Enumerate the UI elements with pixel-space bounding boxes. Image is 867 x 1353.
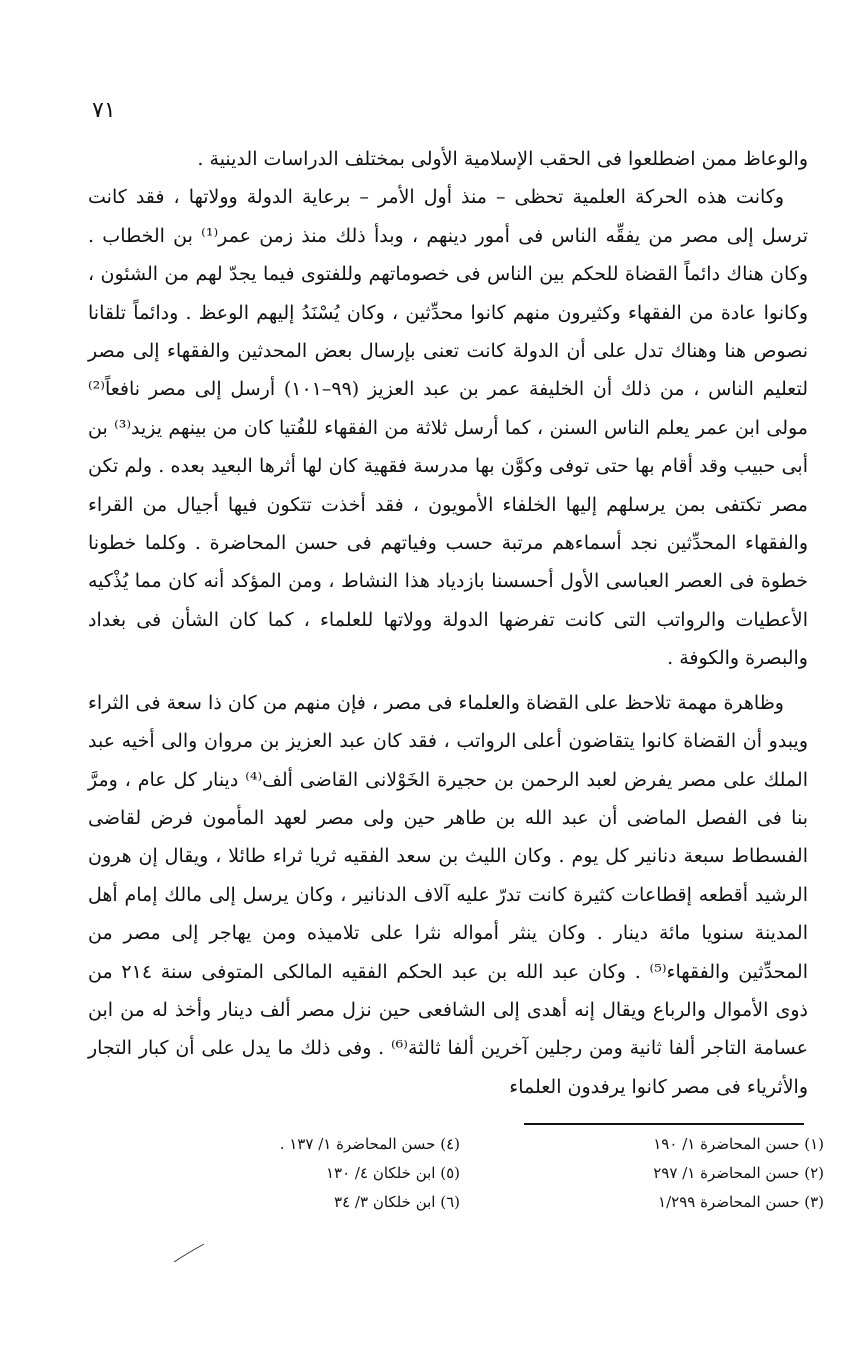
pencil-mark [172, 1240, 206, 1264]
footnotes [230, 1130, 824, 1217]
footnote-item: (٢) حسن المحاضرة ١/ ٢٩٧ [653, 1164, 824, 1182]
paragraph-scholarly-movement: وكانت هذه الحركة العلمية تحظى – منذ أول الأمر – برعاية الدولة وولاتها ، فقد كانت ترسل إلى مصر من يفقِّه الناس فى أمور دينهم ، وبدأ ذلك منذ زمن عمر⁽¹⁾ بن الخطاب . وكان هناك دائماً القضاة للحكم بين الناس فى خصوماتهم وللفتوى فيما يجدّ لهم من الشئون ، وكانوا عادة من الفقهاء وكثيرون منهم كانوا محدِّثين ، وكان يُسْنَدُ إليهم الوعظ . ودائماً تلقانا نصوص هنا وهناك تدل على أن الدولة كانت تعنى بإرسال بعض المحدثين والفقهاء إلى مصر لتعليم الناس ، من ذلك أن الخليفة عمر بن عبد العزيز (٩٩–١٠١) أرسل إلى مصر نافعاً⁽²⁾ مولى ابن عمر يعلم الناس السنن ، كما أرسل ثلاثة من الفقهاء للفُتيا كان من بينهم يزيد⁽³⁾ بن أبى حبيب وقد أقام بها حتى توفى وكوَّن بها مدرسة فقهية كان لها أثرها البعيد بعده . ولم تكن مصر تكتفى بمن يرسلهم إليها الخلفاء الأمويون ، فقد أخذت تتكون فيها أجيال من القراء والفقهاء المحدِّثين نجد أسماءهم مرتبة حسب وفياتهم فى حسن المحاضرة . وكلما خطونا خطوة فى العصر العباسى الأول أحسسنا بازدياد هذا النشاط ، ومن المؤكد أنه كان مما يُذْكيه الأعطيات والرواتب التى كانت تفرضها الدولة وولاتها للعلماء ، كما كان الشأن فى بغداد والبصرة والكوفة . [88, 186, 808, 670]
body-text [88, 140, 808, 1106]
footnote-item: (٤) حسن المحاضرة ١/ ١٣٧ . [279, 1135, 460, 1153]
footnote-item: (٣) حسن المحاضرة ١/٢٩٩ [658, 1193, 824, 1211]
footnote-item: (١) حسن المحاضرة ١/ ١٩٠ [653, 1135, 824, 1153]
footnote-item: (٥) ابن خلكان ٤/ ١٣٠ [325, 1164, 460, 1182]
footnotes-left-column [230, 1130, 460, 1217]
paragraph-wealth-of-scholars: وظاهرة مهمة تلاحظ على القضاة والعلماء فى مصر ، فإن منهم من كان ذا سعة فى الثراء ويبدو أن القضاة كانوا يتقاضون أعلى الرواتب ، فقد كان عبد العزيز بن مروان والى أخيه عبد الملك على مصر يفرض لعبد الرحمن بن حجيرة الخَوْلانى القاضى ألف⁽⁴⁾ دينار كل عام ، ومرَّ بنا فى الفصل الماضى أن عبد الله بن طاهر حين ولى مصر لعهد المأمون فرض لقاضى الفسطاط سبعة دنانير كل يوم . وكان الليث بن سعد الفقيه ثريا ثراء طائلا ، ويقال إن هرون الرشيد أقطعه إقطاعات كثيرة كانت تدرّ عليه آلاف الدنانير ، وكان يرسل إلى مالك إمام أهل المدينة سنويا مائة دينار . وكان ينثر أمواله نثرا على تلاميذه ومن يهاجر إلى مصر من المحدِّثين والفقهاء⁽⁵⁾ . وكان عبد الله بن عبد الحكم الفقيه المالكى المتوفى سنة ٢١٤ من ذوى الأموال والرباع ويقال إنه أهدى إلى الشافعى حين نزل مصر ألف دينار وأخذ له من ابن عسامة التاجر ألفا ثانية ومن رجلين آخرين ألفا ثالثة⁽⁶⁾ . وفى ذلك ما يدل على أن كبار التجار والأثرياء فى مصر كانوا يرفدون العلماء [88, 691, 808, 1098]
footnote-divider [524, 1123, 804, 1125]
paragraph-continuation: والوعاظ ممن اضطلعوا فى الحقب الإسلامية الأولى بمختلف الدراسات الدينية . [197, 148, 808, 170]
footnotes-right-column [594, 1130, 824, 1217]
footnote-item: (٦) ابن خلكان ٣/ ٣٤ [334, 1193, 460, 1211]
page-number: ٧١ [92, 98, 116, 123]
